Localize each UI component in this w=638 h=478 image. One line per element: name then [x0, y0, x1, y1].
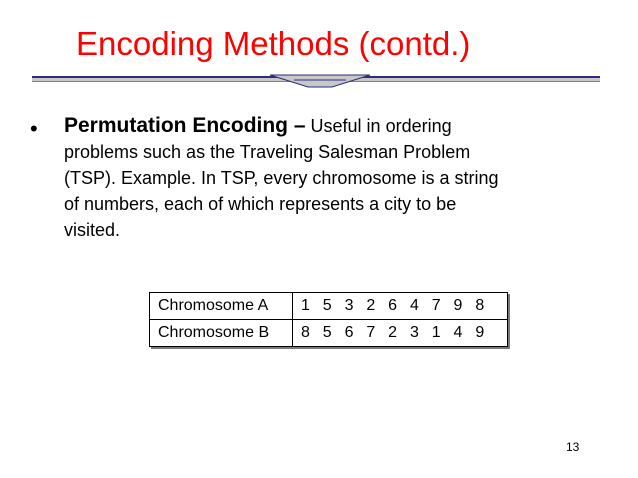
paragraph-line-1: [64, 113, 616, 139]
paragraph-line-5: visited.: [64, 220, 121, 240]
bullet-dot: •: [30, 116, 38, 141]
paragraph-text: Useful in ordering: [305, 116, 452, 136]
paragraph-line-4: of numbers, each of which represents a city to be: [64, 194, 457, 214]
chromosome-name: Chromosome A: [150, 293, 293, 320]
chromosome-genes: 1 5 3 2 6 4 7 9 8: [293, 293, 508, 320]
title-divider: [32, 74, 600, 88]
page-number: 13: [566, 440, 580, 454]
table-row: [150, 320, 508, 347]
chromosome-genes: 8 5 6 7 2 3 1 4 9: [293, 320, 508, 347]
bullet-paragraph: [64, 113, 616, 243]
paragraph-line-3: (TSP). Example. In TSP, every chromosome is a string: [64, 168, 499, 188]
chromosome-table: [149, 292, 508, 347]
table-row: [150, 293, 508, 320]
slide-title: Encoding Methods (contd.): [76, 25, 471, 62]
chromosome-name: Chromosome B: [150, 320, 293, 347]
bullet-lead: Permutation Encoding –: [64, 114, 306, 137]
paragraph-line-2: problems such as the Traveling Salesman Problem: [64, 142, 471, 162]
